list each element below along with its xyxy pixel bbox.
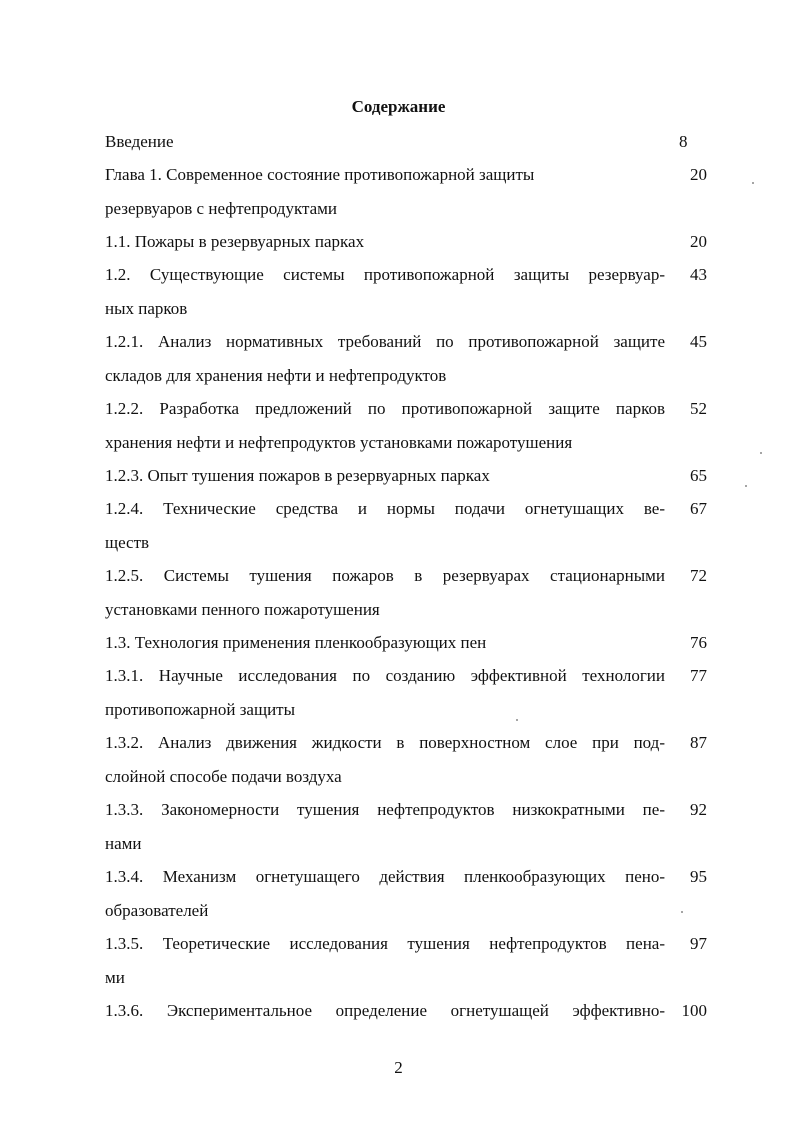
toc-entry xyxy=(105,264,707,332)
toc-entry-line: 1.2.1. Анализ нормативных требований по противопожарной защите xyxy=(105,332,665,351)
toc-entry-line: установками пенного пожаротушения xyxy=(105,600,380,619)
page-title: Содержание xyxy=(351,97,446,116)
page-number: 2 xyxy=(394,1058,403,1077)
toc-entry-line: резервуаров с нефтепродуктами xyxy=(105,199,338,218)
toc-entry-line: 1.3. Технология применения пленкообразующих пен xyxy=(105,633,487,652)
toc-entry xyxy=(105,799,707,867)
toc-entry xyxy=(105,632,707,666)
toc-entry xyxy=(105,933,707,1001)
toc-entry-line: противопожарной защиты xyxy=(105,700,296,719)
toc-page-number: 92 xyxy=(690,800,707,819)
toc-entry-line: 1.3.4. Механизм огнетушащего действия пленкообразующих пено- xyxy=(105,867,665,886)
toc-entry-line: Введение xyxy=(105,132,174,151)
toc-entry-line: хранения нефти и нефтепродуктов установками пожаротушения xyxy=(105,433,573,452)
toc-page-number: 100 xyxy=(681,1001,707,1020)
toc-entry-line: образователей xyxy=(105,901,209,920)
toc-entry xyxy=(105,565,707,633)
toc-entry-line: 1.2.2. Разработка предложений по противопожарной защите парков xyxy=(105,399,665,418)
toc-page-number: 76 xyxy=(690,633,707,652)
scan-speck xyxy=(681,911,683,913)
toc-page-number: 20 xyxy=(690,232,707,251)
toc-entry-line: 1.3.5. Теоретические исследования тушения нефтепродуктов пена- xyxy=(105,934,665,953)
toc-page-number: 87 xyxy=(690,733,707,752)
toc-entry xyxy=(105,131,707,165)
toc-entry xyxy=(105,665,707,733)
toc-entry xyxy=(105,1000,707,1034)
toc-entry-line: 1.3.1. Научные исследования по созданию эффективной технологии xyxy=(105,666,665,685)
toc-entry xyxy=(105,331,707,399)
toc-entry-line: ществ xyxy=(105,533,150,552)
toc-entry-line: 1.1. Пожары в резервуарных парках xyxy=(105,232,365,251)
toc-entry xyxy=(105,398,707,466)
toc-entry-line: ми xyxy=(105,968,125,987)
toc-entry-line: слойной способе подачи воздуха xyxy=(105,767,342,786)
toc-page-number: 95 xyxy=(690,867,707,886)
toc-entry-line: Глава 1. Современное состояние противопожарной защиты xyxy=(105,165,535,184)
toc-entry-line: 1.2.4. Технические средства и нормы подачи огнетушащих ве- xyxy=(105,499,665,518)
toc-entry xyxy=(105,231,707,265)
toc-page-number: 72 xyxy=(690,566,707,585)
toc-entry-line: складов для хранения нефти и нефтепродуктов xyxy=(105,366,447,385)
toc-page-number: 65 xyxy=(690,466,707,485)
scan-speck xyxy=(760,452,762,454)
toc-page-number: 8 xyxy=(679,132,688,151)
toc-entry-line: ных парков xyxy=(105,299,188,318)
toc-entry-line: 1.3.3. Закономерности тушения нефтепродуктов низкократными пе- xyxy=(105,800,665,819)
toc-entry xyxy=(105,498,707,566)
toc-page-number: 45 xyxy=(690,332,707,351)
toc-entry-line: нами xyxy=(105,834,142,853)
toc-page-number: 97 xyxy=(690,934,707,953)
toc-entry-line: 1.2. Существующие системы противопожарной защиты резервуар- xyxy=(105,265,665,284)
scan-speck xyxy=(752,182,754,184)
toc-entry xyxy=(105,866,707,934)
scan-speck xyxy=(745,485,747,487)
toc-entry-line: 1.3.6. Экспериментальное определение огнетушащей эффективно- xyxy=(105,1001,665,1020)
toc-page-number: 67 xyxy=(690,499,707,518)
toc-entry-line: 1.2.3. Опыт тушения пожаров в резервуарных парках xyxy=(105,466,490,485)
toc-page-number: 20 xyxy=(690,165,707,184)
toc-entry xyxy=(105,465,707,499)
scan-speck xyxy=(516,719,518,721)
toc-entry xyxy=(105,732,707,800)
toc-entry xyxy=(105,164,707,232)
toc-page-number: 43 xyxy=(690,265,707,284)
toc-page-number: 77 xyxy=(690,666,707,685)
toc-entry-line: 1.3.2. Анализ движения жидкости в поверхностном слое при под- xyxy=(105,733,665,752)
toc-entry-line: 1.2.5. Системы тушения пожаров в резервуарах стационарными xyxy=(105,566,665,585)
toc-page-number: 52 xyxy=(690,399,707,418)
